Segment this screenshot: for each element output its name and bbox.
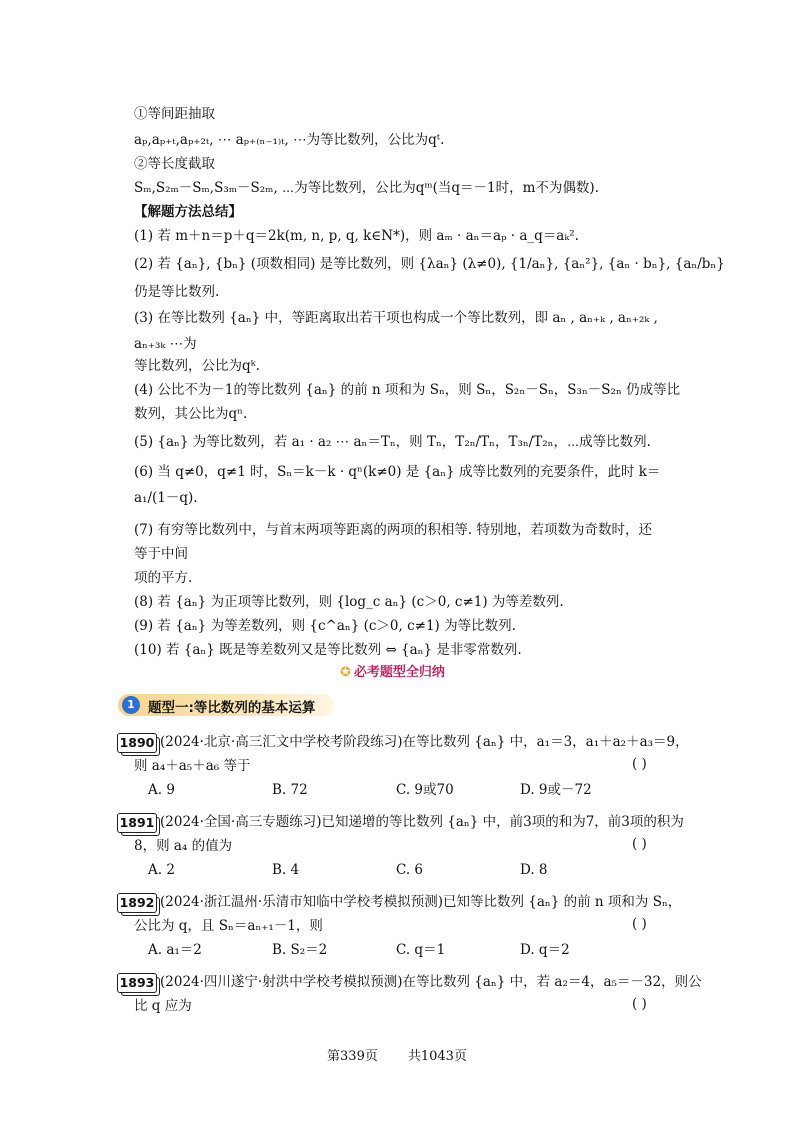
- question-number: 1891: [117, 813, 157, 833]
- option-c: C. 9或70: [396, 782, 454, 798]
- option-a: A. 2: [148, 862, 175, 878]
- text-line-2: aₚ,aₚ₊ₜ,aₚ₊₂ₜ, ⋯ aₚ₊₍ₙ₋₁₎ₜ, ⋯为等比数列，公比为qᵗ.: [134, 132, 445, 148]
- text-line-3: ②等长度截取: [134, 156, 215, 172]
- page-total: 共1043页: [407, 1049, 467, 1064]
- text-line-14: (5) {aₙ} 为等比数列，若 a₁ · a₂ ⋯ aₙ＝Tₙ，则 Tₙ，T₂ₙ/Tₙ，T₃ₙ/T₂ₙ，⋯成等比数列.: [134, 434, 651, 450]
- answer-paren: ( ): [632, 756, 647, 772]
- page-footer: [0, 1045, 794, 1064]
- text-line-11: 等比数列，公比为qᵏ.: [134, 358, 260, 374]
- option-c: C. 6: [396, 862, 424, 878]
- text-line-1: ①等间距抽取: [134, 106, 215, 122]
- star-icon: ✪: [340, 665, 351, 680]
- option-b: B. 4: [272, 862, 300, 878]
- option-d: D. 8: [520, 862, 548, 878]
- question-number: 1893: [117, 973, 157, 993]
- text-line-19: 项的平方.: [134, 570, 193, 586]
- text-line-10: aₙ₊₃ₖ ⋯为: [134, 336, 197, 352]
- badge-title: 题型一:等比数列的基本运算: [148, 700, 316, 716]
- option-b: B. S₂＝2: [272, 942, 328, 958]
- section-title-text: 必考题型全归纳: [353, 665, 445, 680]
- text-line-22: (10) 若 {aₙ} 既是等差数列又是等比数列 ⇔ {aₙ} 是非零常数列.: [134, 642, 522, 658]
- question-stem-cont: 比 q 应为: [134, 998, 192, 1014]
- method-summary-heading: 【解题方法总结】: [134, 204, 242, 220]
- question-stem-cont: 则 a₄＋a₅＋a₆ 等于: [134, 758, 251, 774]
- question-stem: (2024·四川遂宁·射洪中学校考模拟预测)在等比数列 {aₙ} 中，若 a₂＝4，a₅＝－32，则公: [160, 974, 702, 990]
- answer-paren: ( ): [632, 996, 647, 1012]
- option-b: B. 72: [272, 782, 308, 798]
- text-line-15: (6) 当 q≠0，q≠1 时，Sₙ＝k－k · qⁿ(k≠0) 是 {aₙ} 成等比数列的充要条件，此时 k＝: [134, 464, 661, 480]
- option-c: C. q＝1: [396, 942, 446, 958]
- question-stem: (2024·全国·高三专题练习)已知递增的等比数列 {aₙ} 中，前3项的和为7，前3项的积为: [160, 814, 684, 830]
- question-stem: (2024·浙江温州·乐清市知临中学校考模拟预测)已知等比数列 {aₙ} 的前 n 项和为 Sₙ，: [160, 894, 682, 910]
- question-type-badge: [118, 694, 334, 716]
- text-line-7: (2) 若 {aₙ}, {bₙ} (项数相同) 是等比数列，则 {λaₙ} (λ≠0), {1/aₙ}, {aₙ²}, {aₙ · bₙ}, {aₙ/bₙ}: [134, 256, 725, 272]
- question-stem-cont: 8，则 a₄ 的值为: [134, 838, 233, 854]
- text-line-16: a₁/(1－q).: [134, 490, 198, 506]
- answer-paren: ( ): [632, 836, 647, 852]
- option-a: A. 9: [148, 782, 175, 798]
- option-d: D. 9或－72: [520, 782, 592, 798]
- text-line-13: 数列，其公比为qⁿ.: [134, 406, 248, 422]
- badge-number: 1: [122, 696, 140, 714]
- answer-paren: ( ): [632, 916, 647, 932]
- text-line-8: 仍是等比数列.: [134, 284, 220, 300]
- text-line-18: 等于中间: [134, 546, 188, 562]
- text-line-4: Sₘ,S₂ₘ－Sₘ,S₃ₘ－S₂ₘ, ⋯为等比数列，公比为qᵐ(当q＝－1时，m不为偶数).: [134, 180, 599, 196]
- text-line-9: (3) 在等比数列 {aₙ} 中，等距离取出若干项也构成一个等比数列，即 aₙ , aₙ₊ₖ , aₙ₊₂ₖ ,: [134, 310, 658, 326]
- section-title: [340, 661, 445, 680]
- page-number: 第339页: [327, 1049, 378, 1064]
- text-line-17: (7) 有穷等比数列中，与首末两项等距离的两项的积相等. 特别地，若项数为奇数时，还: [134, 522, 652, 538]
- question-stem: (2024·北京·高三汇文中学校考阶段练习)在等比数列 {aₙ} 中，a₁＝3，a₁＋a₂＋a₃＝9，: [160, 734, 689, 750]
- text-line-20: (8) 若 {aₙ} 为正项等比数列，则 {log_c aₙ} (c＞0, c≠1) 为等差数列.: [134, 594, 564, 610]
- text-line-6: (1) 若 m＋n＝p＋q＝2k(m, n, p, q, k∈N*)，则 aₘ · aₙ＝aₚ · a_q＝aₖ².: [134, 228, 579, 244]
- text-line-12: (4) 公比不为－1的等比数列 {aₙ} 的前 n 项和为 Sₙ，则 Sₙ，S₂ₙ－Sₙ，S₃ₙ－S₂ₙ 仍成等比: [134, 382, 681, 398]
- question-stem-cont: 公比为 q，且 Sₙ＝aₙ₊₁－1，则: [134, 918, 323, 934]
- question-number: 1892: [117, 893, 157, 913]
- option-d: D. q＝2: [520, 942, 570, 958]
- question-number: 1890: [117, 733, 157, 753]
- option-a: A. a₁＝2: [148, 942, 202, 958]
- text-line-21: (9) 若 {aₙ} 为等差数列，则 {c^aₙ} (c＞0, c≠1) 为等比数列.: [134, 618, 516, 634]
